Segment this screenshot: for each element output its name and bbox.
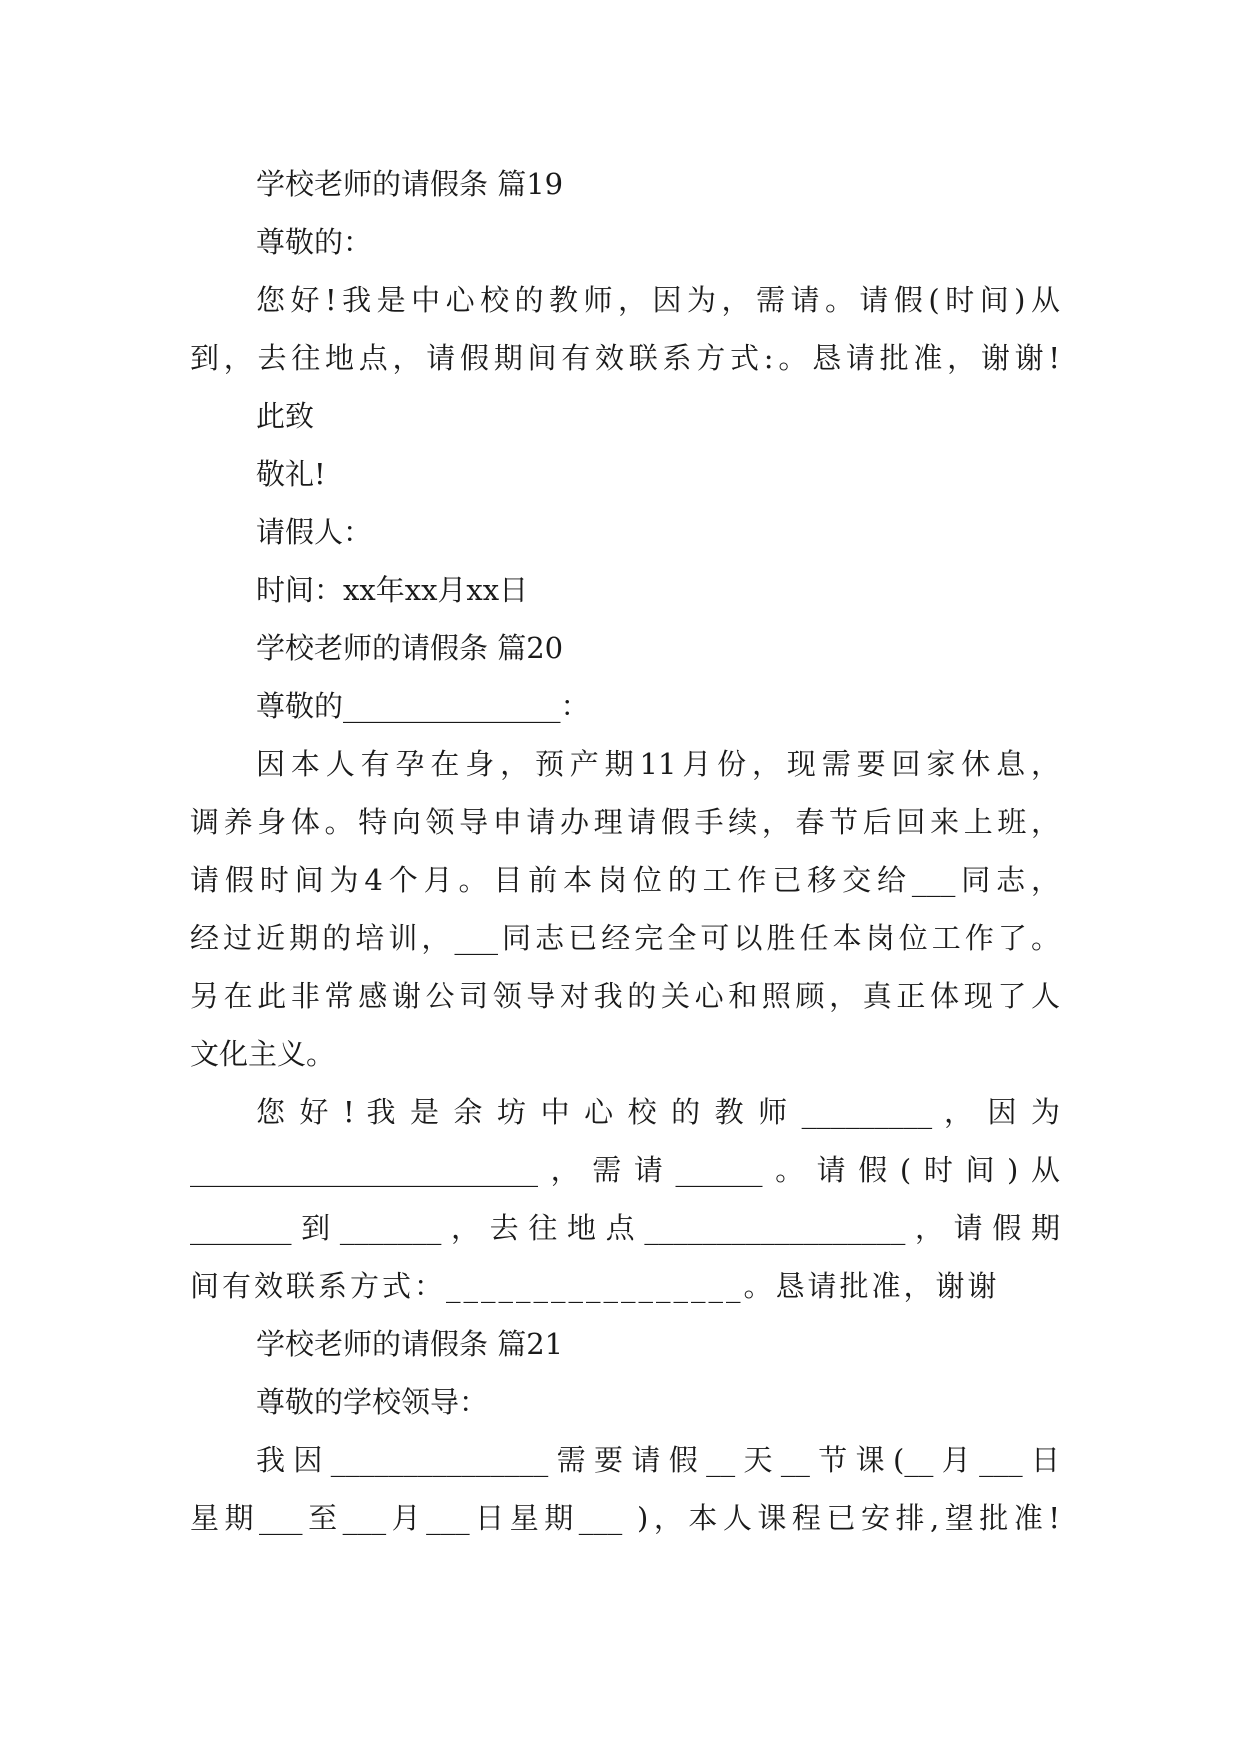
section-heading-19: 学校老师的请假条 篇19	[256, 167, 564, 201]
body-line: 您好!我是中心校的教师，因为，需请。请假(时间)从	[256, 283, 1060, 317]
body-line: 请假时间为4个月。目前本岗位的工作已移交给___同志，	[190, 863, 1060, 897]
salutation: 尊敬的_______________：	[256, 689, 590, 723]
body-line: 经过近期的培训，___同志已经完全可以胜任本岗位工作了。	[190, 921, 1060, 955]
closing-line: 此致	[256, 399, 315, 433]
template-line: ________________________，需请______。请假(时间)从	[190, 1153, 1060, 1187]
template-line: _______到_______，去往地点__________________，请假期	[190, 1211, 1060, 1245]
section-heading-20: 学校老师的请假条 篇20	[256, 631, 564, 665]
signature-line: 请假人：	[256, 515, 373, 549]
salutation: 尊敬的：	[256, 225, 373, 259]
body-line: 另在此非常感谢公司领导对我的关心和照顾，真正体现了人	[190, 979, 1060, 1013]
closing-line: 敬礼!	[256, 457, 326, 491]
date-line: 时间：xx年xx月xx日	[256, 573, 529, 607]
body-line: 我因_______________需要请假__天__节课(__月___日	[256, 1443, 1060, 1477]
template-line: 间有效联系方式：_________________。恳请批准，谢谢	[190, 1269, 1000, 1303]
body-line: 因本人有孕在身，预产期11月份，现需要回家休息，	[256, 747, 1060, 781]
template-line: 您 好 ! 我 是 余 坊 中 心 校 的 教 师 _________ ， 因 为	[256, 1095, 1060, 1129]
body-line: 调养身体。特向领导申请办理请假手续，春节后回来上班，	[190, 805, 1060, 839]
section-heading-21: 学校老师的请假条 篇21	[256, 1327, 564, 1361]
salutation: 尊敬的学校领导：	[256, 1385, 489, 1419]
body-line: 星期___至___月___日星期___ )，本人课程已安排,望批准!	[190, 1501, 1060, 1535]
body-line: 文化主义。	[190, 1037, 336, 1071]
body-line: 到，去往地点，请假期间有效联系方式:。恳请批准，谢谢!	[190, 341, 1060, 375]
